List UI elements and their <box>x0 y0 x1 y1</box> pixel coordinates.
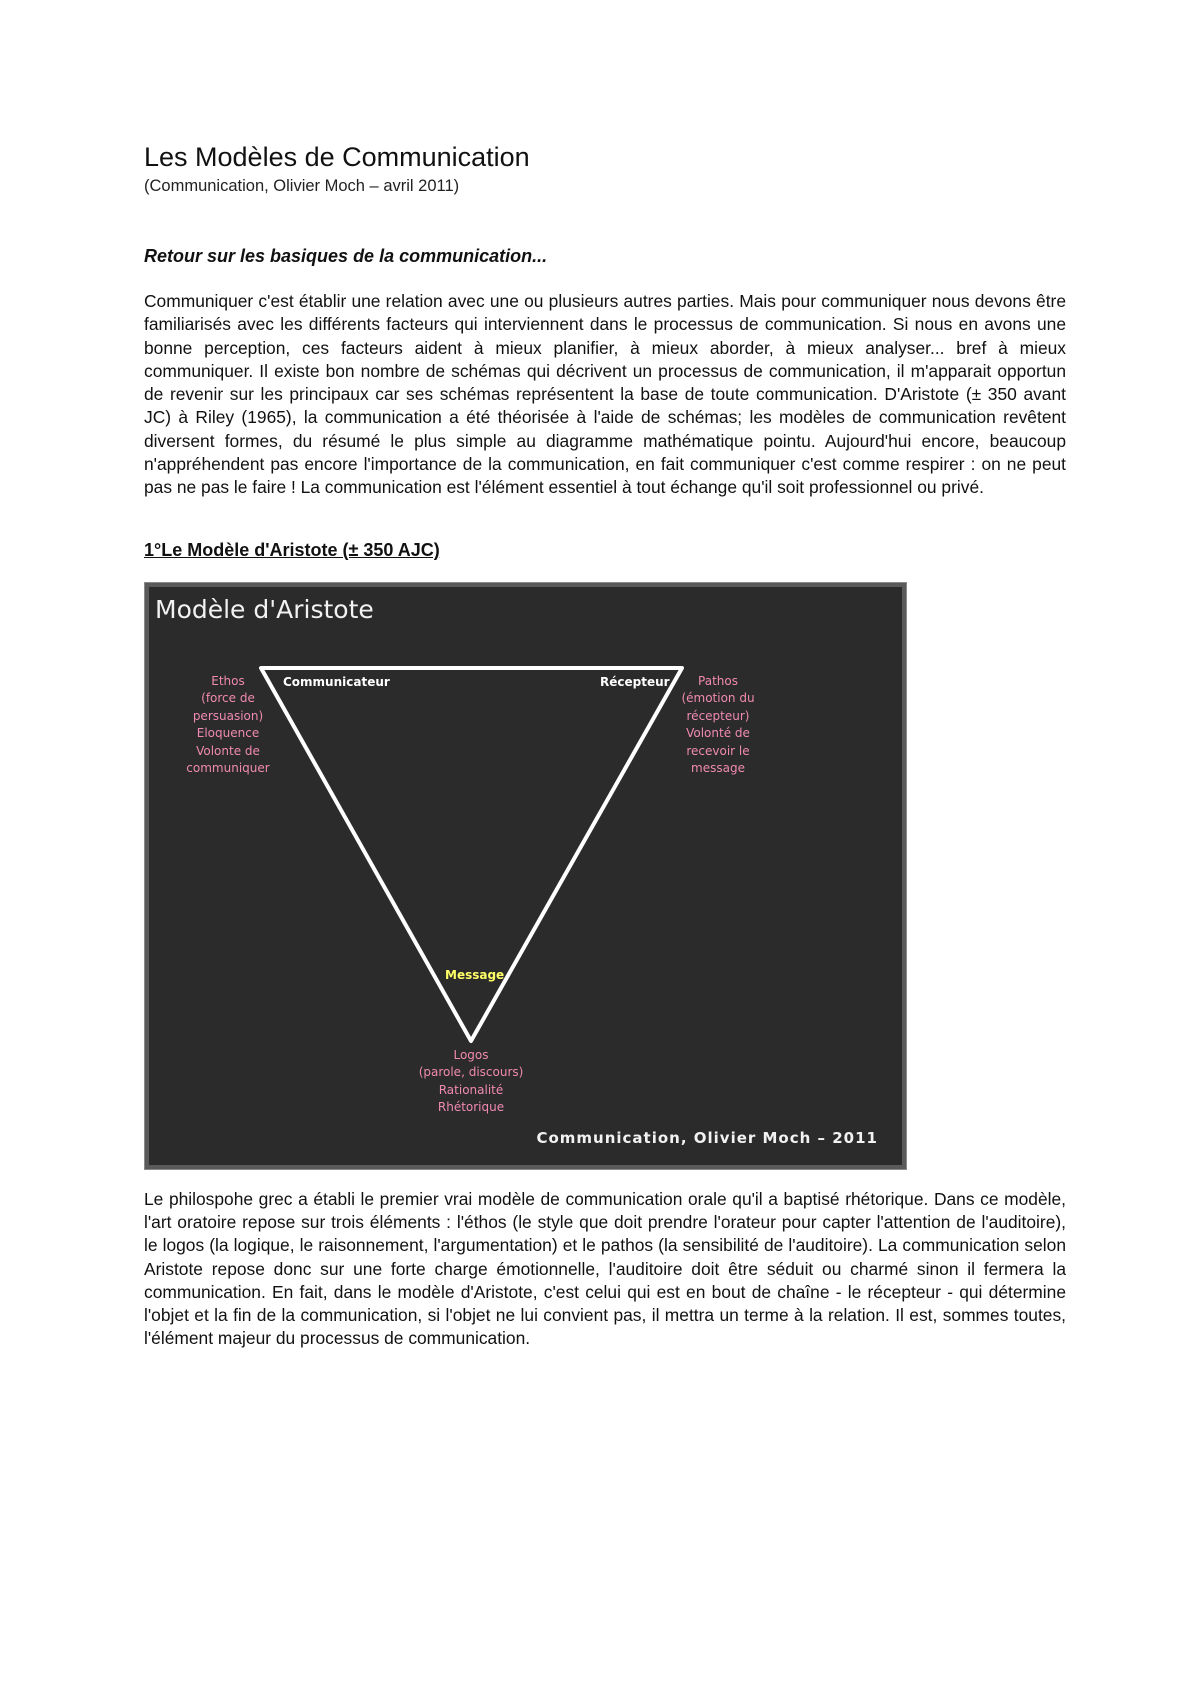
intro-heading: Retour sur les basiques de la communication... <box>144 246 548 266</box>
diagram-footer: Communication, Olivier Moch – 2011 <box>536 1128 878 1147</box>
pathos-line: (émotion du <box>681 691 755 706</box>
logos-line: Logos <box>453 1047 489 1062</box>
pathos-line: message <box>691 761 745 776</box>
document-page <box>144 140 1066 1351</box>
vertex-message: Message <box>445 967 505 982</box>
ethos-line: Volonte de <box>196 743 260 758</box>
intro-paragraph: Communiquer c'est établir une relation avec une ou plusieurs autres parties. Mais pour communiquer nous devons être familiarisés avec les différents facteurs qui interviennent dans le processus de communication. Si nous en avons une bonne perception, ces facteurs aident à mieux planifier, à mieux aborder, à mieux analyser... bref à mieux communiquer. Il existe bon nombre de schémas qui décrivent un processus de communication, il m'apparait opportun de revenir sur les principaux car ses schémas représentent la base de toute communication. D'Aristote (± 350 avant JC) à Riley (1965), la communication a été théorisée à l'aide de schémas; les modèles de communication revêtent diversent formes, du résumé le plus simple au diagramme mathématique pointu. Aujourd'hui encore, beaucoup n'appréhendent pas encore l'importance de la communication, en fait communiquer c'est comme respirer : on ne peut pas ne pas le faire ! La communication est l'élément essentiel à tout échange qu'il soit professionnel ou privé. <box>144 291 1066 498</box>
logos-line: Rhétorique <box>437 1100 505 1115</box>
logos-note <box>401 1047 541 1117</box>
aristote-diagram <box>144 582 907 1170</box>
ethos-line: persuasion) <box>192 708 264 723</box>
communication-triangle <box>261 668 682 1041</box>
ethos-line: (force de <box>201 691 255 706</box>
ethos-line: Ethos <box>211 673 245 688</box>
diagram-title: Modèle d'Aristote <box>155 594 374 624</box>
ethos-note <box>183 673 273 778</box>
logos-line: (parole, discours) <box>418 1065 524 1080</box>
ethos-line: communiquer <box>186 761 270 776</box>
vertex-recepteur: Récepteur <box>600 674 670 689</box>
pathos-note <box>673 673 763 778</box>
document-subtitle: (Communication, Olivier Moch – avril 2011) <box>144 177 460 195</box>
aristote-heading: 1°Le Modèle d'Aristote (± 350 AJC) <box>144 539 440 560</box>
aristote-paragraph: Le philospohe grec a établi le premier vrai modèle de communication orale qu'il a baptisé rhétorique. Dans ce modèle, l'art oratoire repose sur trois éléments : l'éthos (le style que doit prendre l'orateur pour capter l'attention de l'auditoire), le logos (la logique, le raisonnement, l'argumentation) et le pathos (la sensibilité de l'auditoire). La communication selon Aristote repose donc sur une forte charge émotionnelle, l'auditoire doit être séduit ou charmé sinon il fermera la communication. En fait, dans le modèle d'Aristote, c'est celui qui est en bout de chaîne - le récepteur - qui détermine l'objet et la fin de la communication, si l'objet ne lui convient pas, il mettra un terme à la relation. Il est, sommes toutes, l'élément majeur du processus de communication. <box>144 1188 1066 1349</box>
vertex-communicateur: Communicateur <box>283 674 390 689</box>
pathos-line: récepteur) <box>686 708 750 723</box>
document-title: Les Modèles de Communication <box>144 142 530 172</box>
pathos-line: Volonté de <box>686 726 750 741</box>
ethos-line: Eloquence <box>196 726 260 741</box>
pathos-line: Pathos <box>698 673 738 688</box>
logos-line: Rationalité <box>438 1082 504 1097</box>
pathos-line: recevoir le <box>686 743 750 758</box>
